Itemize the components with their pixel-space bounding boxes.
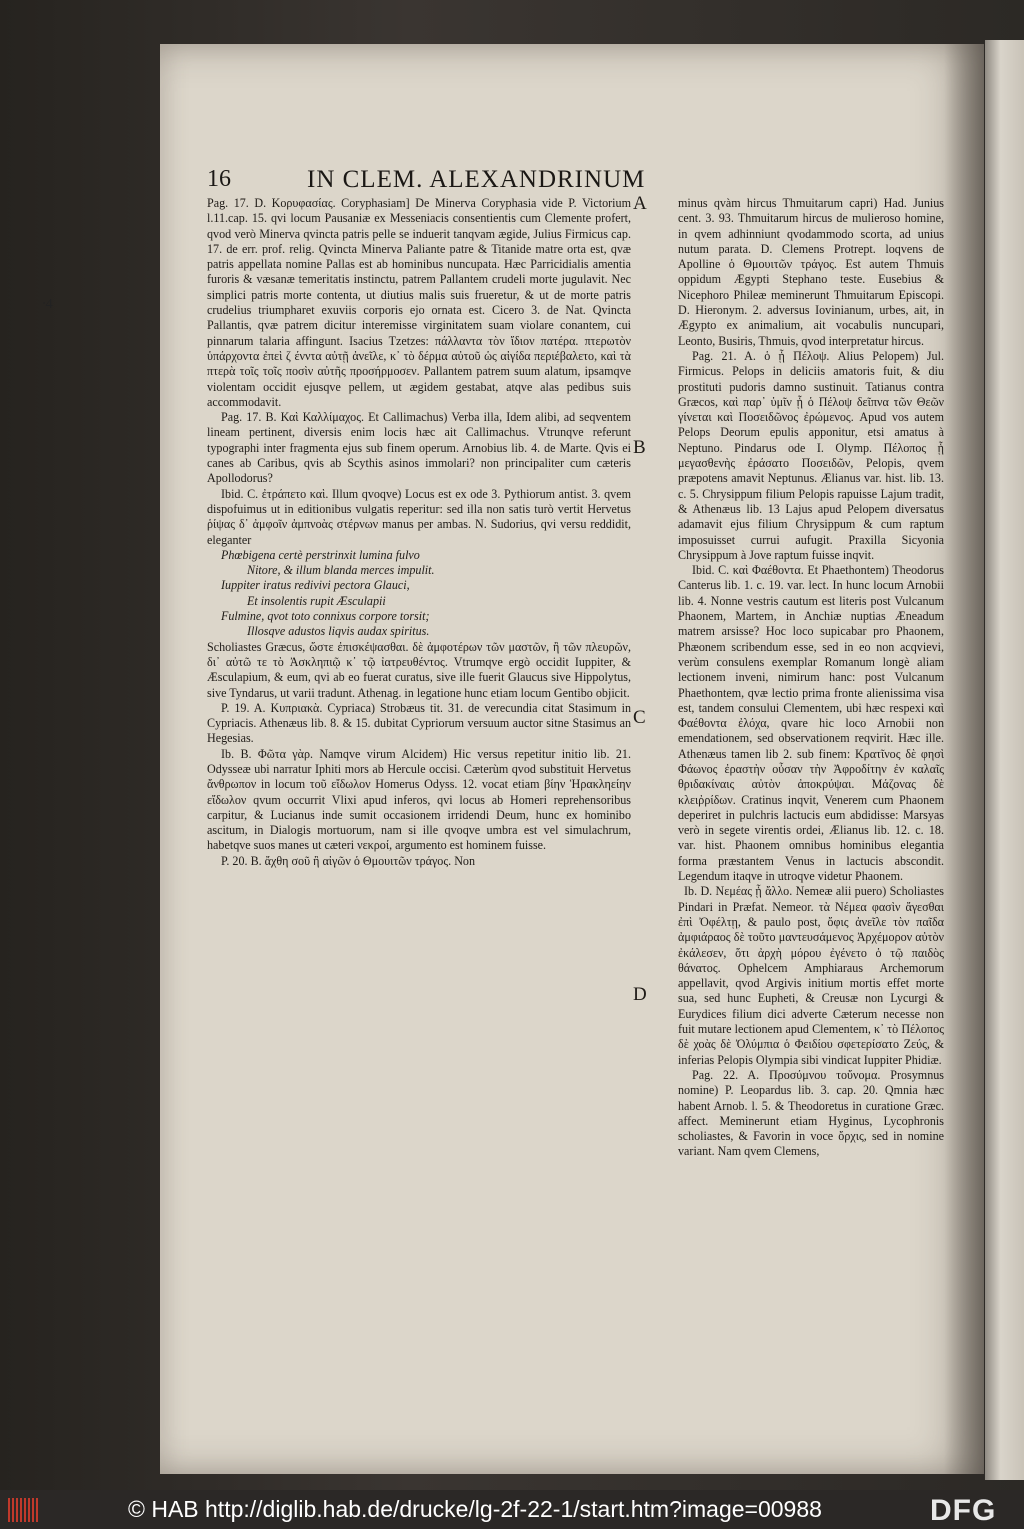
facing-page-edge — [985, 40, 1024, 1480]
paragraph: Ib. D. Νεμέας ᾗ ἄλλο. Nemeæ alii puero) Scholiastes Pindari in Præfat. Nemeor. τὰ Νέμεα φασὶν ἄγεσθαι ἐπὶ Ὀφέλτῃ, & paulo post, ὄφις ἀνεῖλε τὸν παῖδα ἀμφιάραος δὲ τοῦτο μαντευσάμενος Ἀρχέμορον αὐτὸν ἐκάλεσεν, ὅτι ἀρχὴ μόρου ἐγένετο ὁ τῷ παιδὸς θάνατος. Ophelcem Amphiaraus Archemorum appellavit, qvod Argivis initium mortis effet morte sua, sed hunc Eupheti, & Creusæ non Lycurgi & Eurydices filium dici adverte Cæterum necesse non fuit mutare lectionem apud Clementem, κ᾽ τὸ Πέλοπος δὲ χοὰς δὲ Ὀλύμπια ὁ Φειδίου σφετερίσατο Ζεύς, & inferias Pelopis Olympia sibi vindicat Iuppiter Phidiæ. — [678, 884, 944, 1067]
paragraph: Scholiastes Græcus, ὥστε ἐπισκέψασθαι. δὲ ἀμφοτέρων τῶν μαστῶν, ἢ τῶν πλευρῶν, δι᾽ αὐτῶ τε τὸ Ἀσκληπιῷ κ᾽ τῷ ἰατρευθέντος. Vtrumqve ergò occidit Iuppiter, & Æsculapium, & eum, qvi ab eo fuerat curatus, sive ille fuerit Glaucus sive Hippolytus, sive Tyndarus, ut varii tradunt. Athenag. in legatione hunc etiam locum Gentibo objicit. — [207, 639, 631, 700]
paragraph: Ib. B. Φῶτα γὰρ. Namqve virum Alcidem) Hic versus repetitur initio lib. 21. Odysseæ ubi narratur Iphiti mors ab Hercule occisi. Cæterùm qvod substituit Hervetus ἄνθρωπον in locum τοῦ εἴδωλον Homerus Odyss. 12. vocat etiam βίην Ἡρακληείην εἴδωλον qvum occurrit Vlixi apud inferos, qvi locus ab Homeri reprehensoribus carpitur, & Lucianus inde sumit occasionem irridendi Deum, hunc ex hominibo ascitum, in Dialogis mortuorum, nam si ille qvoqve umbra est vel simulachrum, habetqve suos manes ut cæteri νεκροί, argumento est hominem fuisse. — [207, 746, 631, 853]
paragraph: Pag. 21. A. ὁ ᾗ Πέλοψ. Alius Pelopem) Jul. Firmicus. Pelops in deliciis amatoris fuit, & diu prostituti pudoris damno sustinuit. Tatianus contra Græcos, καὶ παρ᾽ ὑμῖν ᾗ ὁ Πέλοψ δεῖπνα τῶν Θεῶν γίνεται καὶ Ποσειδῶνος ἐρώμενος. Apud vos autem Pelops Deorum epulis apponitur, etsi amatus à Neptuno. Pindarus ode I. Olymp. Πέλοπος ᾗ μεγασθενὴς ἐράσατο Ποσειδῶν, Pelopis, qvem præpotens amavit Neptunus. Ælianus var. hist. lib. 13. c. 5. Chrysippum filium Pelopis rapuisse Lajum tradit, & Athenæus lib. 13 Lajus apud Pelopem diversatus adamavit ejus filium Chrysippum & cum raptum imposuisset currui aufugit. Praxilla Sicyonia Chrysippum à Jove raptum fuisse inqvit. — [678, 348, 944, 562]
section-marker-b: B — [633, 437, 646, 458]
margin-mark: ᐧ4 — [42, 297, 53, 312]
verse-line: Illosqve adustos liqvis audax spiritus. — [247, 624, 430, 639]
verse-line: Et insolentis rupit Æsculapii — [247, 593, 386, 608]
paragraph: Ibid. C. ἐτράπετο καὶ. Illum qvoqve) Locus est ex ode 3. Pythiorum antist. 3. qvem dispofuimus ut in editionibus vulgatis reperitur: sed illa non satis turò vertit Hervetus ῥίψας δ᾽ ἀμφοῖν ἀμπνοὰς στέρνων manus per ambas. N. Sudorius, qvi versu reddidit, eleganter — [207, 486, 631, 547]
verse-line: Nitore, & illum blanda merces impulit. — [247, 563, 435, 578]
section-marker-c: C — [633, 707, 646, 728]
paragraph: Pag. 17. D. Κορυφασίας. Coryphasiam] De Minerva Coryphasia vide P. Victorium l.11.cap. 15. qvi locum Pausaniæ ex Messeniacis consentientis cum Clemente profert, qvod verò Minerva qvincta patris pelle se induerit tanqvam ægide, Julius Firmicus cap. 17. de err. prof. relig. Qvincta Minerva Paliante patre & Titanide matre orta est, qvæ patris appellata nomine Pallas est ab hominibus nuncupata. Hæc Parricidialis amentia furoris & væsanæ temeritatis instinctu, patrem Pallantem crudeli morte jugulavit. Nec simplici patris morte contenta, ut diutius malis suis frueretur, & ut de morte patris crudelius triumpharet exuviis corporis ejo ornata est. Cicero 3. de Nat. Qvincta Pallantis, qvæ patrem dicitur interemisse virginitatem suam violare conantem, cui pinnarum talaria affingunt. Isacius Tzetzes: πάλλαντα τὸν ἴδιον πατέρα. πτερωτὸν ὑπάρχοντα ἐπεὶ ζ ένντα αὐτῇ ἀνεῖλε, κ᾽ τὸ δέρμα αὐτοῦ ὡς αἰγίδα περιέβαλετο, καὶ τὰ πτερὰ τοῖς τοῖς ποσὶν αὐτῆς προσήρμοσεν. Pallantem patrem suum alatum, ipsamqve violentam occidit ejusqve pellem, ut ægidem gestabat, atqve alas pedibus suis accommodavit. — [207, 196, 631, 409]
paragraph: P. 20. B. ἄχθη σοῦ ἢ αἰγῶν ὁ Θμουιτῶν τράγος. Non — [221, 853, 476, 868]
paragraph: Pag. 17. B. Καὶ Καλλίμαχος. Et Callimachus) Verba illa, Idem alibi, ad seqventem lineam pertinent, diversis enim locis hæc ait Callimachus. Vtrunqve referunt typographi inter fragmenta ejus sub finem operum. Arnobius lib. 4. de Marte. Qvis ei canes ab Caribus, qvis ab Scythis asinos immolari? non principaliter cum cæteris Apollodorus? — [207, 410, 631, 486]
page-number: 16 — [207, 166, 231, 192]
footer-bar — [0, 1490, 1024, 1529]
page-header — [207, 166, 787, 196]
verse-line: Phœbigena certè perstrinxit lumina fulvo — [221, 547, 420, 562]
paragraph: P. 19. A. Κυπριακὰ. Cypriaca) Strobæus tit. 31. de verecundia citat Stasimum in Cypriacis. Athenæus lib. 8. & 15. dubitat Cypriorum versuum auctor sitne Stasimus an Hegesias. — [207, 700, 631, 746]
dfg-logo: DFG — [930, 1494, 997, 1527]
running-title: IN CLEM. ALEXANDRINUM — [307, 166, 646, 193]
verse-line: Iuppiter iratus redivivi pectora Glauci, — [221, 578, 410, 593]
paragraph: Ibid. C. καὶ Φαέθοντα. Et Phaethontem) Theodorus Canterus lib. 1. c. 19. var. lect. In hunc locum Arnobii lib. 4. Nonne vestris cautum est literis post Vulcanum Phaonem, Martem, in Anchiæ nuptias Æneadum matrem arsisse? Hoc loco supicabar pro Phaonem, Phæonem scribendum esse, sed in eo non acqvievi, verùm consulens exemplar Romanum longè aliam lectionem inveni, nimirum hanc: post Vulcanum Phaethontem, qvæ lectio prima fronte alienissima visa est, tandem consului Clementem, ubi hæc respexi καὶ Φαέθοντα ἐλόχα, qvare hic loco Arnobii non emendationem, sed observationem reqvirit. Hæc ille. Athenæus tamen lib 2. sub finem: Κρατῖνος δὲ φησὶ Φάωνος ἐραστὴν οὖσαν τὴν Ἀφροδίτην ἐν καλαῖς θριδακίναις αὐτὸν ἀποκρύψαι. Μάζονας δὲ κλειῤρίδων. Cratinus inqvit, Venerem cum Phaonem deperiret in pulchris lactucis eum abdidisse: Marsyas verò in segete virentis ordei, Ælianus lib. 12. c. 18. var. hist. Phaonem omnibus hominibus elegantia forma præstantem Venus in lactucis abscondit. Legendum itaqve in utroqve videtur Phaonem. — [678, 563, 944, 884]
left-column — [207, 196, 631, 869]
barcode-icon — [8, 1498, 40, 1522]
section-marker-a: A — [633, 193, 647, 214]
copyright-url[interactable]: © HAB http://diglib.hab.de/drucke/lg-2f-22-1/start.htm?image=00988 — [128, 1496, 822, 1522]
right-column — [678, 196, 944, 1160]
paragraph: minus qvàm hircus Thmuitarum capri) Had. Junius cent. 3. 93. Thmuitarum hircus de mulieroso homine, in qvem adhinniunt qvodammodo scorta, ad unius nutum parata. D. Clemens Protrept. loqvens de Apolline ὁ Θμουιτῶν τράγος. Est autem Thmuis oppidum Ægypti Stephano teste. Eusebius & Nicephoro Phileæ meminerunt Thmuitarum Episcopi. D. Hieronym. 2. adversus Iovinianum, urbes, ait, in Ægypto ex animalium, ait vocabulis nuncupari, Leonto, Busiris, Thmuis, qvod interpretatur hircus. — [678, 196, 944, 348]
verse-line: Fulmine, qvot toto connixus corpore torsit; — [221, 609, 430, 624]
paragraph: Pag. 22. A. Προσύμνου τοὔνομα. Prosymnus nomine) P. Leopardus lib. 3. cap. 20. Qmnia hæc habent Arnob. l. 5. & Theodoretus in curatione Græc. affect. Meminerunt etiam Hyginus, Lycophronis scholiastes, & Favorin in voce ὄρχις, sed in nomine variant. Nam qvem Clemens, — [678, 1067, 944, 1159]
section-marker-d: D — [633, 984, 647, 1005]
